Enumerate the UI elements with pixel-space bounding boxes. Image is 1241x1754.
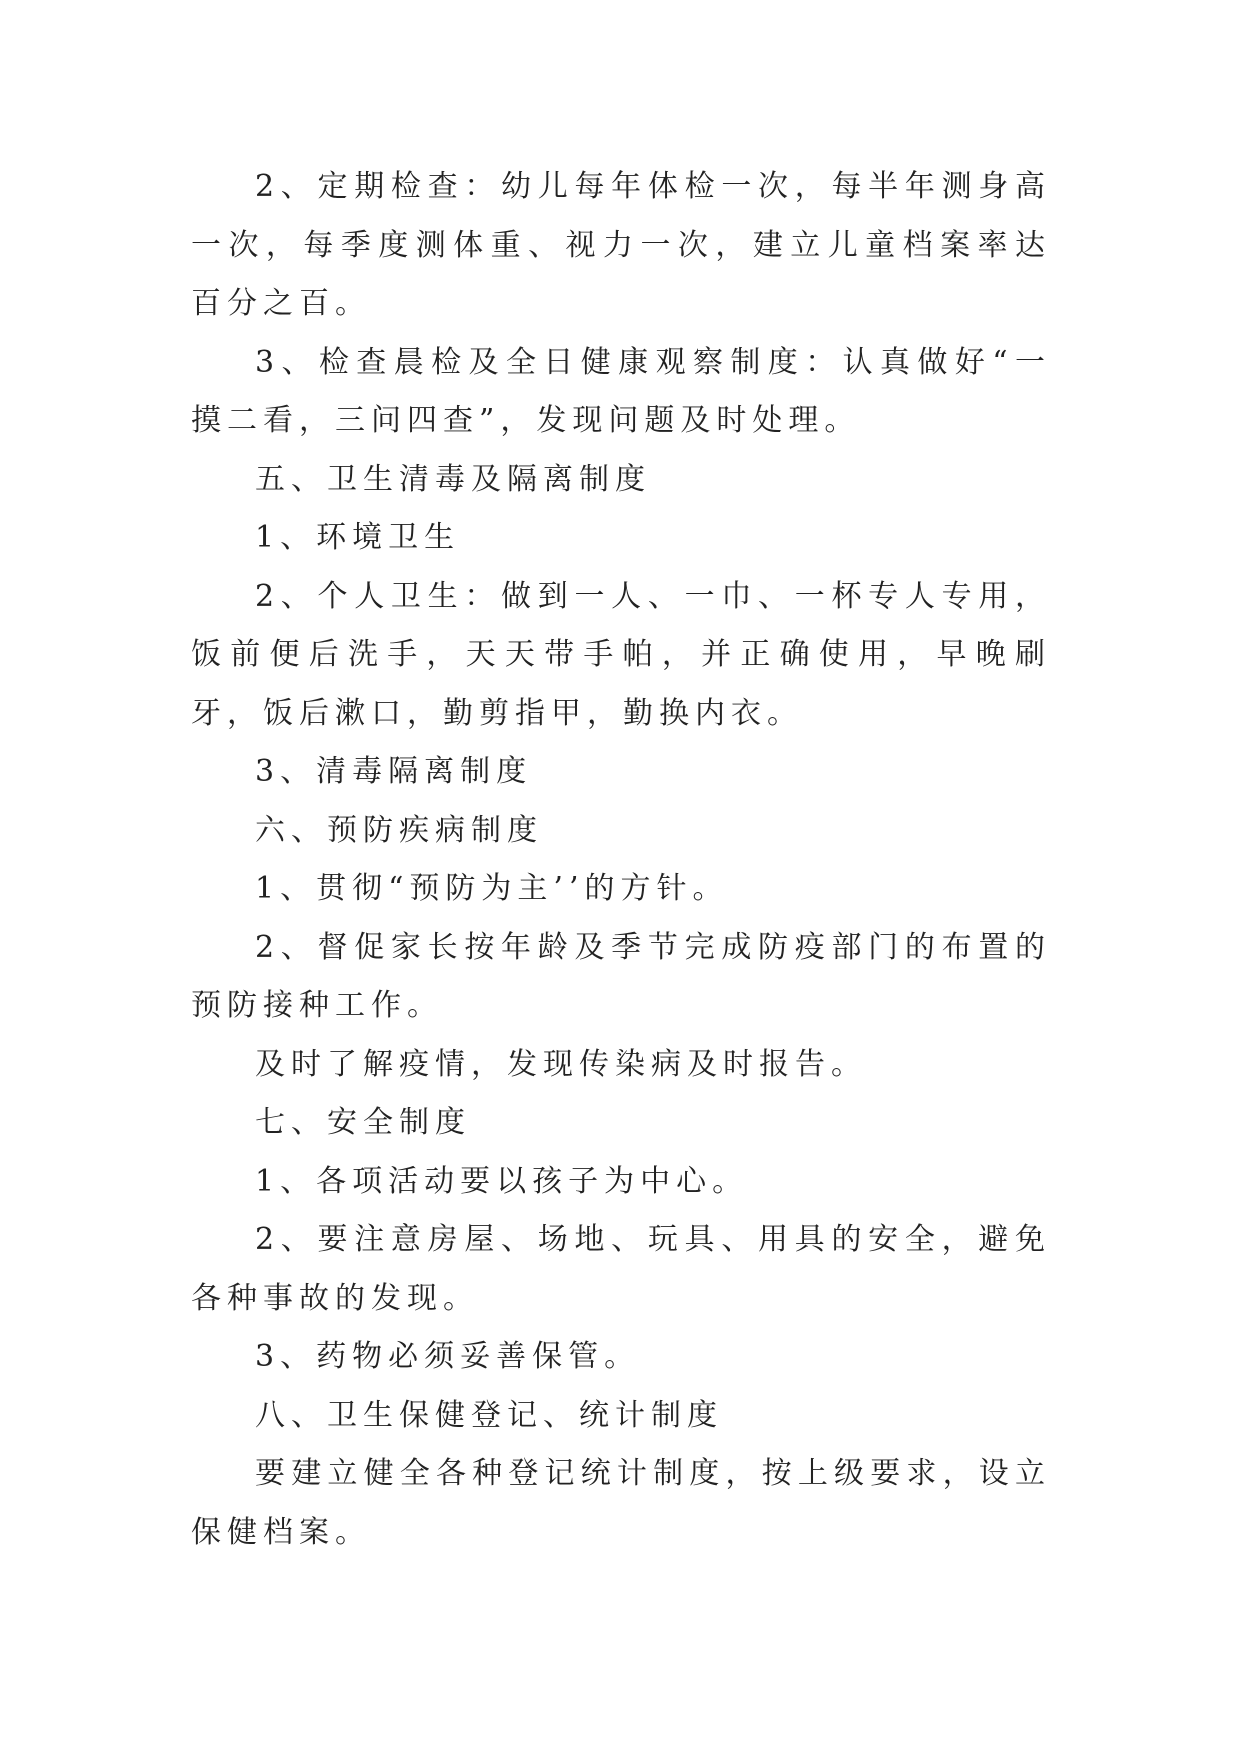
paragraph-facility-safety: 2、要注意房屋、场地、玩具、用具的安全，避免各种事故的发现。 xyxy=(191,1222,1051,1316)
paragraph-child-centered: 1、各项活动要以孩子为中心。 xyxy=(255,1163,749,1199)
paragraph-prevention-policy: 1、贯彻“预防为主’’的方针。 xyxy=(255,871,729,906)
paragraph-isolation: 3、清毒隔离制度 xyxy=(255,754,533,789)
paragraph-morning-check: 3、检查晨检及全日健康观察制度：认真做好“一摸二看，三问四查”，发现问题及时处理。 xyxy=(191,344,1051,438)
section-heading-safety: 七、安全制度 xyxy=(255,1105,471,1140)
document-body xyxy=(191,158,1051,1562)
paragraph-epidemic-report: 及时了解疫情，发现传染病及时报告。 xyxy=(255,1046,867,1082)
paragraph-checkup: 2、定期检查：幼儿每年体检一次，每半年测身高一次，每季度测体重、视力一次，建立儿童档案率达百分之百。 xyxy=(191,169,1051,321)
section-heading-records: 八、卫生保健登记、统计制度 xyxy=(255,1397,723,1433)
paragraph-personal-hygiene: 2、个人卫生：做到一人、一巾、一杯专人专用，饭前便后洗手，天天带手帕，并正确使用，早晚刷牙，饭后漱口，勤剪指甲，勤换内衣。 xyxy=(191,578,1051,731)
paragraph-medicine-storage: 3、药物必须妥善保管。 xyxy=(255,1339,641,1374)
paragraph-environment: 1、环境卫生 xyxy=(255,520,461,555)
section-heading-hygiene: 五、卫生清毒及隔离制度 xyxy=(255,461,651,497)
paragraph-vaccination: 2、督促家长按年龄及季节完成防疫部门的布置的预防接种工作。 xyxy=(191,929,1051,1023)
section-heading-disease-prevention: 六、预防疾病制度 xyxy=(255,812,543,848)
paragraph-health-records: 要建立健全各种登记统计制度，按上级要求，设立保健档案。 xyxy=(191,1456,1051,1550)
